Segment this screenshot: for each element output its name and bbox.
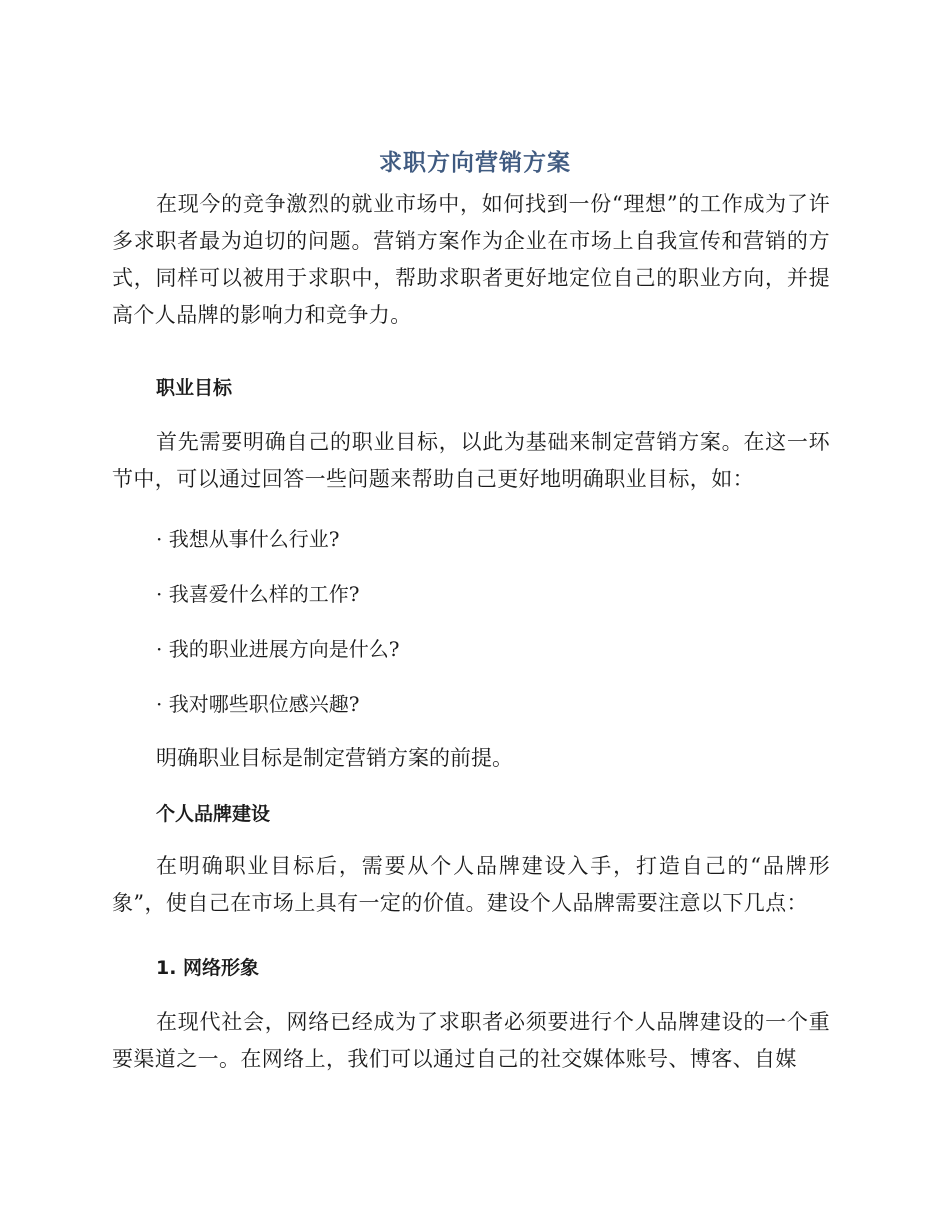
personal-brand-paragraph: 在明确职业目标后，需要从个人品牌建设入手，打造自己的“品牌形象”，使自己在市场上具有一定的价值。建设个人品牌需要注意以下几点： — [112, 854, 830, 915]
career-goal-paragraph: 首先需要明确自己的职业目标，以此为基础来制定营销方案。在这一环节中，可以通过回答一些问题来帮助自己更好地明确职业目标，如： — [112, 430, 830, 491]
section-heading-online-image: 1. 网络形象 — [156, 957, 260, 979]
bullet-item: · 我喜爱什么样的工作? — [156, 582, 360, 606]
section-heading-career-goal: 职业目标 — [156, 377, 233, 399]
intro-paragraph: 在现今的竞争激烈的就业市场中，如何找到一份“理想”的工作成为了许多求职者最为迫切的问题。营销方案作为企业在市场上自我宣传和营销的方式，同样可以被用于求职中，帮助求职者更好地定位自己的职业方向，并提高个人品牌的影响力和竞争力。 — [112, 192, 830, 327]
section-heading-personal-brand: 个人品牌建设 — [156, 803, 271, 825]
document-title: 求职方向营销方案 — [379, 150, 571, 176]
career-goal-conclusion: 明确职业目标是制定营销方案的前提。 — [156, 746, 513, 770]
bullet-item: · 我对哪些职位感兴趣? — [156, 692, 360, 716]
online-image-paragraph: 在现代社会，网络已经成为了求职者必须要进行个人品牌建设的一个重要渠道之一。在网络上，我们可以通过自己的社交媒体账号、博客、自媒 — [112, 1010, 830, 1071]
bullet-item: · 我的职业进展方向是什么? — [156, 637, 400, 661]
bullet-item: · 我想从事什么行业? — [156, 527, 340, 551]
